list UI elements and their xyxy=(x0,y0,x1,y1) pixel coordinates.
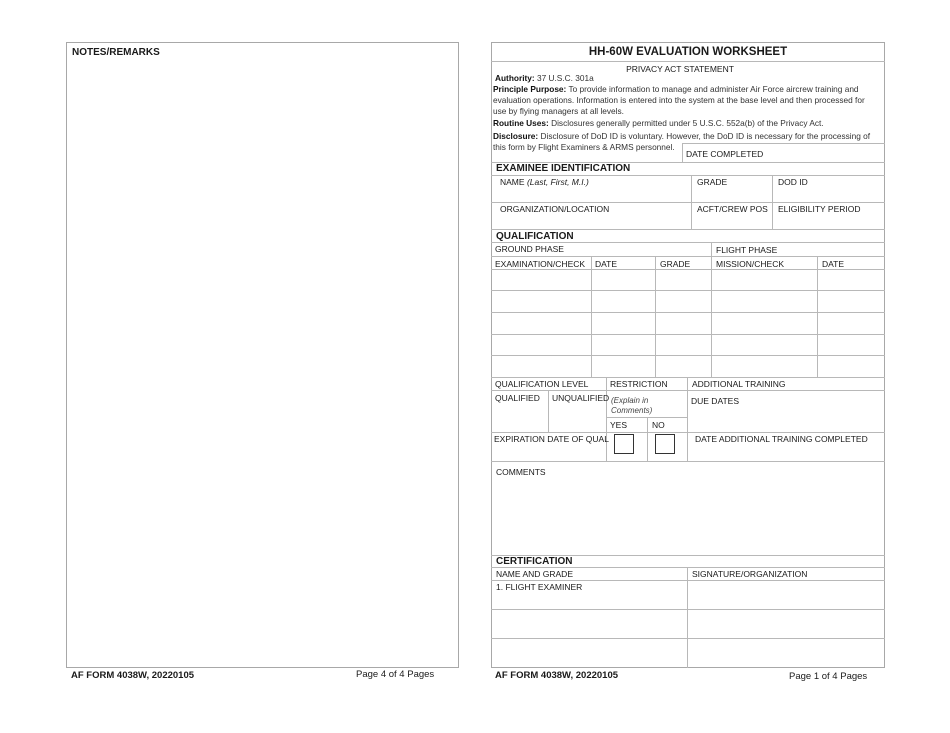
additional-training-label: ADDITIONAL TRAINING xyxy=(692,379,786,389)
col-grade: GRADE xyxy=(660,259,691,269)
purpose-line-3: use by flying managers at all levels. xyxy=(493,106,624,116)
purpose-text-1: To provide information to manage and administer Air Force aircrew training and xyxy=(568,84,859,94)
qualification-level-label: QUALIFICATION LEVEL xyxy=(495,379,589,389)
flight-row-4[interactable] xyxy=(712,335,884,355)
unqualified-label: UNQUALIFIED xyxy=(552,393,610,403)
col-mission-check: MISSION/CHECK xyxy=(716,259,785,269)
grade-label: GRADE xyxy=(697,177,728,187)
eligibility-period-label: ELIGIBILITY PERIOD xyxy=(778,204,861,214)
org-location-label: ORGANIZATION/LOCATION xyxy=(500,204,610,214)
name-label-text: NAME xyxy=(500,177,525,187)
disclosure-text-1: Disclosure of DoD ID is voluntary. However, the DoD ID is necessary for the processing of xyxy=(540,131,871,141)
col-date: DATE xyxy=(595,259,618,269)
explain-in-comments-2: Comments) xyxy=(611,406,653,415)
ground-row-1[interactable] xyxy=(492,270,711,290)
explain-in-comments-1: (Explain in xyxy=(611,396,649,405)
yes-label: YES xyxy=(610,420,628,430)
no-label: NO xyxy=(652,420,665,430)
grade-field[interactable] xyxy=(693,176,772,202)
acft-crew-pos-field[interactable] xyxy=(693,203,772,229)
date-additional-training-field[interactable] xyxy=(688,433,884,461)
comments-field[interactable] xyxy=(492,478,884,555)
qualification-heading: QUALIFICATION xyxy=(496,231,574,242)
flight-row-5[interactable] xyxy=(712,356,884,377)
authority-line xyxy=(495,73,594,84)
flight-examiner-label: 1. FLIGHT EXAMINER xyxy=(496,582,583,592)
cert-signature-row-1[interactable] xyxy=(688,581,884,609)
purpose-line-2: evaluation operations. Information is entered into the system at the base level and then processed for xyxy=(493,95,865,105)
restriction-label: RESTRICTION xyxy=(610,379,668,389)
disclosure-line-2: this form by Flight Examiners & ARMS personnel. xyxy=(493,142,675,152)
qualified-label: QUALIFIED xyxy=(495,393,540,403)
privacy-act-heading: PRIVACY ACT STATEMENT xyxy=(626,64,734,74)
authority-label: Authority: xyxy=(495,73,535,83)
col-examination-check: EXAMINATION/CHECK xyxy=(495,259,586,269)
cert-signature-row-3[interactable] xyxy=(688,639,884,667)
name-field[interactable] xyxy=(492,176,691,202)
right-page-number: Page 1 of 4 Pages xyxy=(789,671,868,682)
flight-phase-label: FLIGHT PHASE xyxy=(716,245,778,255)
right-form-id: AF FORM 4038W, 20220105 xyxy=(495,670,619,681)
purpose-label: Principle Purpose: xyxy=(493,84,567,94)
purpose-line-1 xyxy=(493,84,859,95)
restriction-yes-checkbox[interactable] xyxy=(614,434,634,454)
org-location-field[interactable] xyxy=(492,203,691,229)
eligibility-period-field[interactable] xyxy=(774,203,884,229)
ground-row-3[interactable] xyxy=(492,313,711,334)
name-and-grade-label: NAME AND GRADE xyxy=(496,569,573,579)
dodid-field[interactable] xyxy=(774,176,884,202)
notes-remarks-area[interactable] xyxy=(68,60,457,666)
worksheet-title: HH-60W EVALUATION WORKSHEET xyxy=(588,46,788,58)
flight-row-2[interactable] xyxy=(712,291,884,312)
flight-row-1[interactable] xyxy=(712,270,884,290)
ground-row-2[interactable] xyxy=(492,291,711,312)
routine-text: Disclosures generally permitted under 5 U.S.C. 552a(b) of the Privacy Act. xyxy=(551,118,824,128)
notes-remarks-title: NOTES/REMARKS xyxy=(72,47,160,58)
qualified-field[interactable] xyxy=(492,391,548,432)
dodid-label: DOD ID xyxy=(778,177,808,187)
left-form-id: AF FORM 4038W, 20220105 xyxy=(71,670,195,681)
col-date-flight: DATE xyxy=(822,259,845,269)
ground-row-4[interactable] xyxy=(492,335,711,355)
signature-organization-label: SIGNATURE/ORGANIZATION xyxy=(692,569,808,579)
due-dates-field[interactable] xyxy=(688,391,884,432)
due-dates-label: DUE DATES xyxy=(691,396,740,406)
authority-text: 37 U.S.C. 301a xyxy=(536,73,594,83)
cert-name-row-3[interactable] xyxy=(492,639,687,667)
unqualified-field[interactable] xyxy=(549,391,606,432)
examinee-heading: EXAMINEE IDENTIFICATION xyxy=(496,163,631,174)
ground-row-5[interactable] xyxy=(492,356,711,377)
certification-heading: CERTIFICATION xyxy=(496,556,573,567)
cert-name-row-1[interactable] xyxy=(492,581,687,609)
cert-signature-row-2[interactable] xyxy=(688,610,884,638)
date-additional-training-label: DATE ADDITIONAL TRAINING COMPLETED xyxy=(695,434,868,444)
date-completed-field[interactable] xyxy=(683,144,884,162)
name-hint: (Last, First, M.I.) xyxy=(526,177,589,187)
cert-name-row-2[interactable] xyxy=(492,610,687,638)
expiration-date-label: EXPIRATION DATE OF QUAL xyxy=(494,434,609,444)
left-page-number: Page 4 of 4 Pages xyxy=(356,669,435,680)
comments-label: COMMENTS xyxy=(496,467,546,477)
flight-row-3[interactable] xyxy=(712,313,884,334)
routine-uses-line xyxy=(493,118,824,129)
acft-crew-pos-label: ACFT/CREW POS xyxy=(697,204,768,214)
restriction-no-checkbox[interactable] xyxy=(655,434,675,454)
disclosure-line-1 xyxy=(493,131,870,142)
expiration-date-field[interactable] xyxy=(492,433,606,461)
disclosure-label: Disclosure: xyxy=(493,131,539,141)
ground-phase-label: GROUND PHASE xyxy=(495,244,564,254)
date-completed-label: DATE COMPLETED xyxy=(686,149,764,159)
routine-label: Routine Uses: xyxy=(493,118,549,128)
